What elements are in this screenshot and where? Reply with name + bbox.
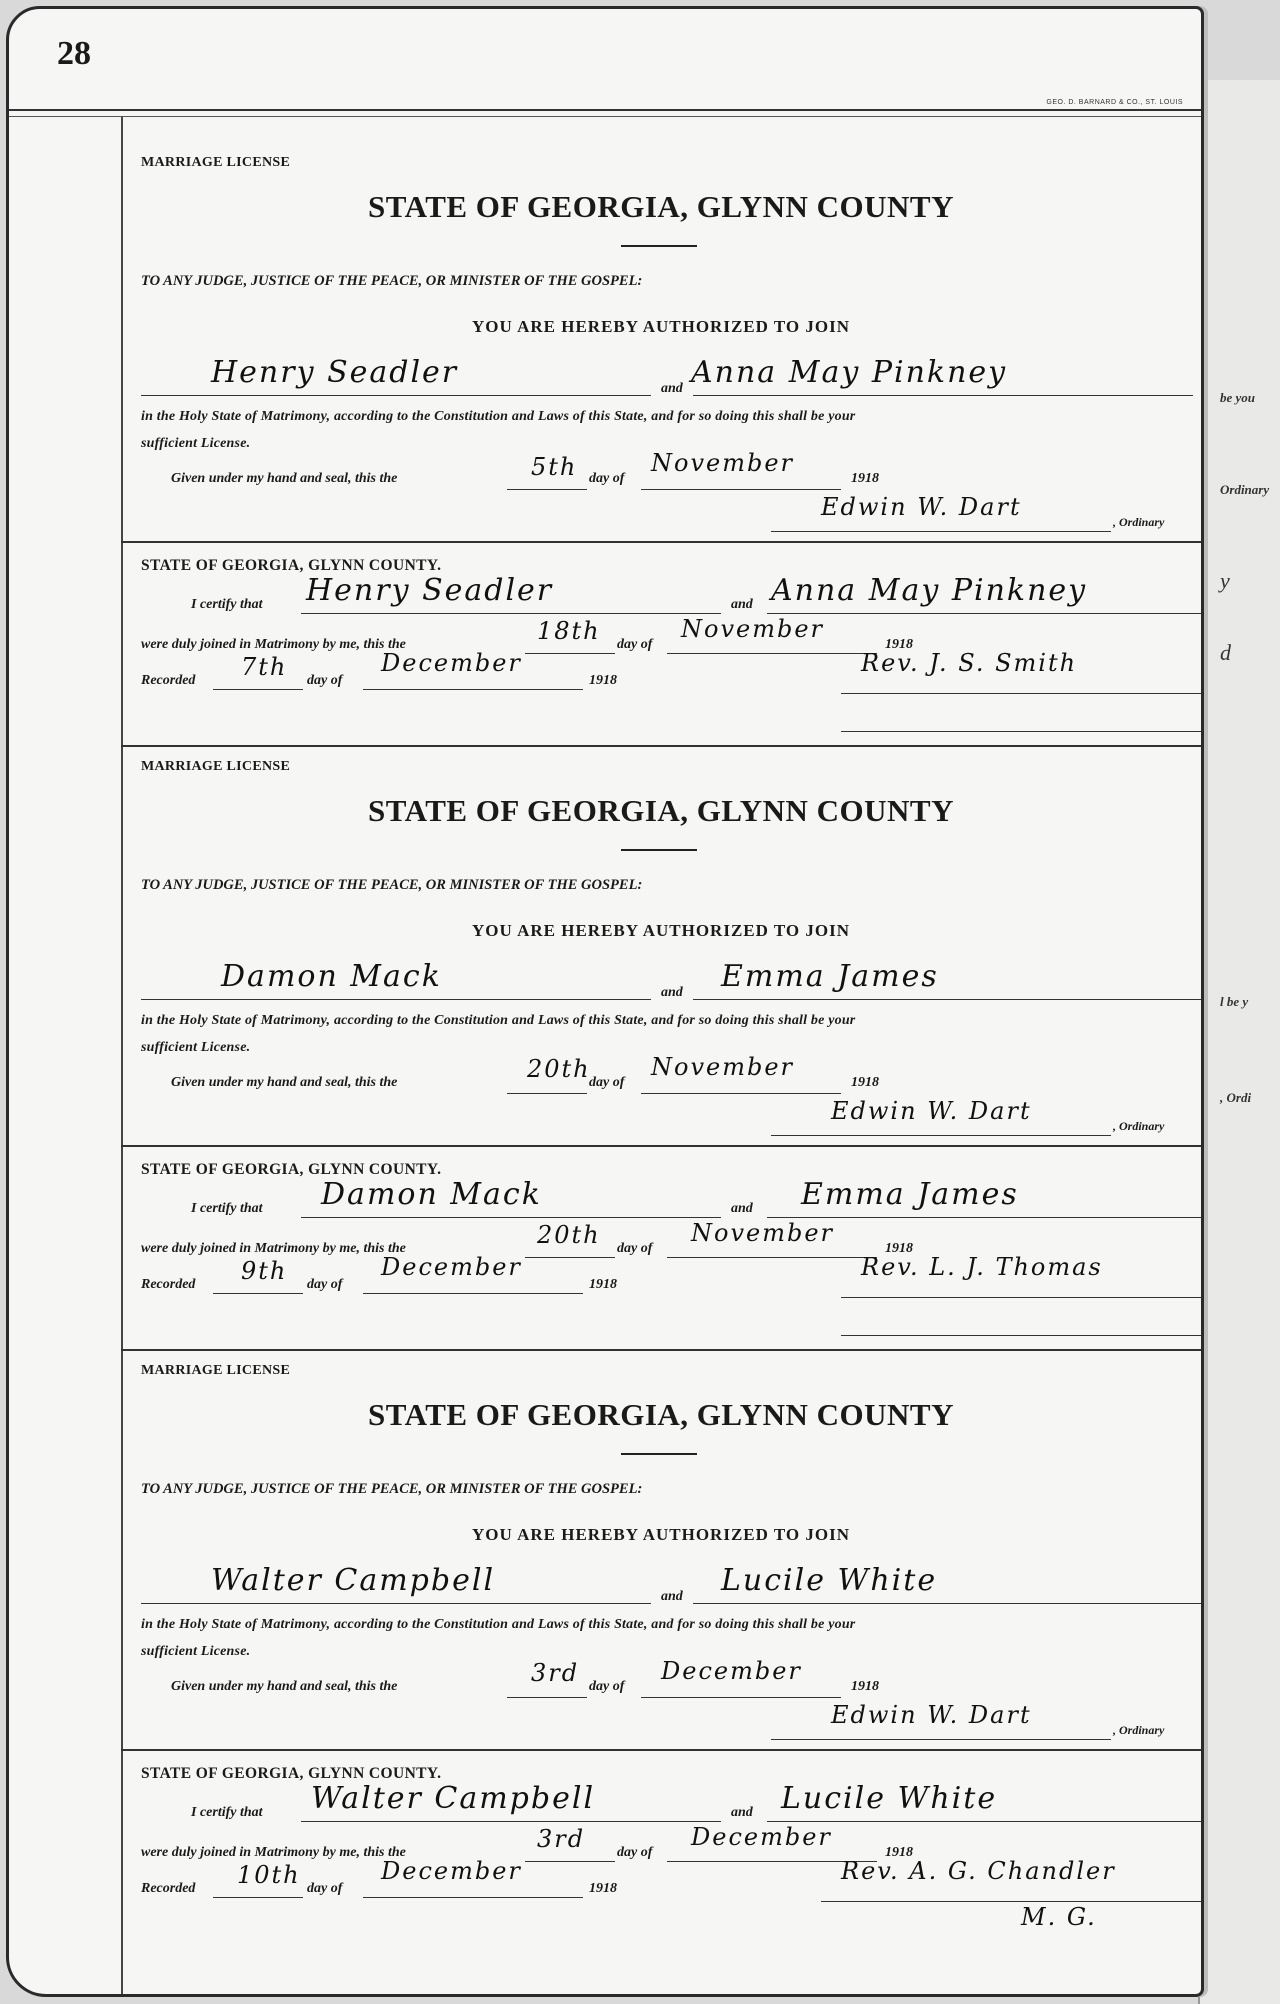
recorded-day: 9th [241, 1257, 288, 1285]
year-print-text: 191 [589, 673, 610, 688]
year-print-text: 191 [851, 1679, 872, 1694]
day-of-label: day of [589, 1075, 625, 1090]
license-month: November [651, 449, 795, 477]
day-of-label: day of [307, 1277, 343, 1292]
bride-name: Emma James [721, 959, 939, 994]
certify-label: I certify that [191, 1201, 263, 1216]
certified-groom: Damon Mack [321, 1177, 542, 1212]
married-day: 20th [537, 1221, 601, 1249]
given-under-label: Given under my hand and seal, this the [171, 1075, 398, 1090]
groom-name: Damon Mack [221, 959, 442, 994]
certified-bride: Lucile White [781, 1781, 998, 1816]
section-divider [121, 1749, 1201, 1751]
certified-bride-line [767, 1821, 1201, 1822]
recorded-day-line [213, 689, 303, 690]
recorded-year: 8 [610, 1881, 617, 1896]
certified-groom-line [301, 1821, 721, 1822]
sufficient-license: sufficient License. [141, 1644, 251, 1659]
married-year: 8 [906, 637, 913, 652]
ledger-page [6, 6, 1204, 1997]
license-month-line [641, 1697, 841, 1698]
license-year: 8 [872, 1075, 879, 1090]
officiant-title: M. G. [1021, 1903, 1097, 1931]
year-print [589, 1277, 617, 1293]
license-heading: STATE OF GEORGIA, GLYNN COUNTY [367, 1397, 954, 1432]
ordinary-signature: Edwin W. Dart [831, 1701, 1032, 1729]
recorded-month: December [381, 1253, 522, 1281]
officiant-line [821, 1901, 1201, 1902]
groom-name: Walter Campbell [211, 1563, 496, 1598]
ordinary-label: , Ordinary [1113, 1119, 1165, 1133]
officiant-line-2 [841, 731, 1201, 732]
recorded-month-line [363, 1293, 583, 1294]
ordinary-label: , Ordinary [1113, 1723, 1165, 1737]
recorded-year: 8 [610, 673, 617, 688]
holy-state-line: in the Holy State of Matrimony, according to the Constitution and Laws of this State, and for so doing this shall be your [141, 1617, 856, 1632]
bride-line [693, 1603, 1201, 1604]
groom-line [141, 999, 651, 1000]
bride-name: Lucile White [721, 1563, 938, 1598]
and-label: and [731, 1805, 753, 1820]
certified-bride: Emma James [801, 1177, 1019, 1212]
recorded-month: December [381, 649, 522, 677]
recorded-day: 10th [237, 1861, 301, 1889]
and-label: and [731, 597, 753, 612]
and-label: and [661, 985, 683, 1000]
year-print [851, 1075, 879, 1091]
next-page-fragment: y [1220, 568, 1230, 593]
certificate-heading: STATE OF GEORGIA, GLYNN COUNTY. [141, 1161, 442, 1178]
recorded-year: 8 [610, 1277, 617, 1292]
marriage-record [121, 149, 1201, 749]
holy-state-line: in the Holy State of Matrimony, according to the Constitution and Laws of this State, and for so doing this shall be your [141, 409, 856, 424]
married-day-line [525, 653, 615, 654]
and-label: and [661, 1589, 683, 1604]
certified-bride: Anna May Pinkney [771, 573, 1088, 608]
license-day: 20th [527, 1055, 591, 1083]
section-divider [121, 1145, 1201, 1147]
bride-name: Anna May Pinkney [691, 355, 1008, 390]
duly-joined-label: were duly joined in Matrimony by me, this the [141, 1845, 406, 1860]
year-print [851, 1679, 879, 1695]
next-page-fragment: , Ordi [1220, 1090, 1252, 1105]
day-of-label: day of [589, 1679, 625, 1694]
day-of-label: day of [617, 1845, 653, 1860]
heading-rule [621, 245, 697, 247]
license-heading: STATE OF GEORGIA, GLYNN COUNTY [367, 189, 954, 224]
certificate-heading: STATE OF GEORGIA, GLYNN COUNTY. [141, 557, 442, 574]
married-month: November [691, 1219, 835, 1247]
day-of-label: day of [307, 1881, 343, 1896]
record-divider [121, 1349, 1201, 1351]
bride-line [693, 395, 1193, 396]
next-page-fragment: l be y [1220, 994, 1249, 1009]
recorded-day-line [213, 1897, 303, 1898]
officiant-line [841, 1297, 1201, 1298]
duly-joined-label: were duly joined in Matrimony by me, this the [141, 1241, 406, 1256]
day-of-label: day of [617, 637, 653, 652]
license-day: 5th [531, 453, 578, 481]
year-print-text: 191 [589, 1277, 610, 1292]
license-label: MARRIAGE LICENSE [141, 155, 291, 170]
officiant-line [841, 693, 1201, 694]
recorded-month: December [381, 1857, 522, 1885]
year-print-text: 191 [851, 1075, 872, 1090]
ordinary-line [771, 531, 1111, 532]
ordinary-line [771, 1135, 1111, 1136]
certified-bride-line [767, 1217, 1201, 1218]
married-year: 8 [906, 1241, 913, 1256]
married-day-line [525, 1861, 615, 1862]
ordinary-signature: Edwin W. Dart [831, 1097, 1032, 1125]
marriage-record [121, 1357, 1201, 1977]
certified-groom-line [301, 613, 721, 614]
certified-groom: Walter Campbell [311, 1781, 596, 1816]
married-month: November [681, 615, 825, 643]
given-under-label: Given under my hand and seal, this the [171, 471, 398, 486]
groom-line [141, 1603, 651, 1604]
top-rule [9, 109, 1201, 111]
ordinary-label: , Ordinary [1113, 515, 1165, 529]
day-of-label: day of [307, 673, 343, 688]
license-day: 3rd [531, 1659, 580, 1687]
year-print-text: 191 [885, 1241, 906, 1256]
printer-mark: GEO. D. BARNARD & CO., ST. LOUIS [1046, 99, 1183, 106]
license-label: MARRIAGE LICENSE [141, 759, 291, 774]
year-print [589, 1881, 617, 1897]
page-number: 28 [57, 35, 91, 72]
authorized-to-join: YOU ARE HEREBY AUTHORIZED TO JOIN [472, 317, 850, 336]
bride-line [693, 999, 1201, 1000]
married-day: 3rd [537, 1825, 586, 1853]
sufficient-license: sufficient License. [141, 1040, 251, 1055]
recorded-month-line [363, 689, 583, 690]
authorized-to-join: YOU ARE HEREBY AUTHORIZED TO JOIN [472, 921, 850, 940]
heading-rule [621, 1453, 697, 1455]
license-month: December [661, 1657, 802, 1685]
certified-groom-line [301, 1217, 721, 1218]
year-print [851, 471, 879, 487]
year-print-text: 191 [851, 471, 872, 486]
license-day-line [507, 1093, 587, 1094]
recorded-month-line [363, 1897, 583, 1898]
officiant-signature: Rev. L. J. Thomas [861, 1253, 1103, 1281]
given-under-label: Given under my hand and seal, this the [171, 1679, 398, 1694]
recorded-day: 7th [241, 653, 288, 681]
and-label: and [731, 1201, 753, 1216]
recorded-label: Recorded [141, 1881, 196, 1896]
married-month-line [667, 1257, 877, 1258]
recorded-label: Recorded [141, 1277, 196, 1292]
license-year: 8 [872, 471, 879, 486]
to-any-judge: TO ANY JUDGE, JUSTICE OF THE PEACE, OR MINISTER OF THE GOSPEL: [141, 1481, 643, 1497]
authorized-to-join: YOU ARE HEREBY AUTHORIZED TO JOIN [472, 1525, 850, 1544]
groom-name: Henry Seadler [211, 355, 459, 390]
certificate-heading: STATE OF GEORGIA, GLYNN COUNTY. [141, 1765, 442, 1782]
license-heading: STATE OF GEORGIA, GLYNN COUNTY [367, 793, 954, 828]
married-month: December [691, 1823, 832, 1851]
ordinary-line [771, 1739, 1111, 1740]
next-page-fragment: be you [1220, 390, 1256, 405]
year-print [589, 673, 617, 689]
license-month-line [641, 489, 841, 490]
married-day-line [525, 1257, 615, 1258]
duly-joined-label: were duly joined in Matrimony by me, this the [141, 637, 406, 652]
certify-label: I certify that [191, 1805, 263, 1820]
certified-bride-line [767, 613, 1201, 614]
license-day-line [507, 1697, 587, 1698]
year-print-text: 191 [589, 1881, 610, 1896]
license-day-line [507, 489, 587, 490]
record-divider [121, 745, 1201, 747]
officiant-signature: Rev. A. G. Chandler [841, 1857, 1116, 1885]
recorded-label: Recorded [141, 673, 196, 688]
day-of-label: day of [617, 1241, 653, 1256]
married-month-line [667, 653, 877, 654]
next-page-fragment: d [1220, 640, 1231, 665]
holy-state-line: in the Holy State of Matrimony, according to the Constitution and Laws of this State, and for so doing this shall be your [141, 1013, 856, 1028]
married-day: 18th [537, 617, 601, 645]
license-label: MARRIAGE LICENSE [141, 1363, 291, 1378]
groom-line [141, 395, 651, 396]
married-year: 8 [906, 1845, 913, 1860]
officiant-line-2 [841, 1335, 1201, 1336]
marriage-record [121, 753, 1201, 1353]
heading-rule [621, 849, 697, 851]
day-of-label: day of [589, 471, 625, 486]
next-page-edge [1198, 80, 1280, 2004]
license-month-line [641, 1093, 841, 1094]
section-divider [121, 541, 1201, 543]
recorded-day-line [213, 1293, 303, 1294]
officiant-signature: Rev. J. S. Smith [861, 649, 1078, 677]
next-page-fragment: Ordinary [1220, 482, 1270, 497]
sufficient-license: sufficient License. [141, 436, 251, 451]
top-rule-thin [9, 116, 1201, 117]
certified-groom: Henry Seadler [306, 573, 554, 608]
certify-label: I certify that [191, 597, 263, 612]
license-month: November [651, 1053, 795, 1081]
to-any-judge: TO ANY JUDGE, JUSTICE OF THE PEACE, OR MINISTER OF THE GOSPEL: [141, 273, 643, 289]
license-year: 8 [872, 1679, 879, 1694]
year-print-text: 191 [885, 1845, 906, 1860]
and-label: and [661, 381, 683, 396]
ordinary-signature: Edwin W. Dart [821, 493, 1022, 521]
year-print-text: 191 [885, 637, 906, 652]
to-any-judge: TO ANY JUDGE, JUSTICE OF THE PEACE, OR MINISTER OF THE GOSPEL: [141, 877, 643, 893]
